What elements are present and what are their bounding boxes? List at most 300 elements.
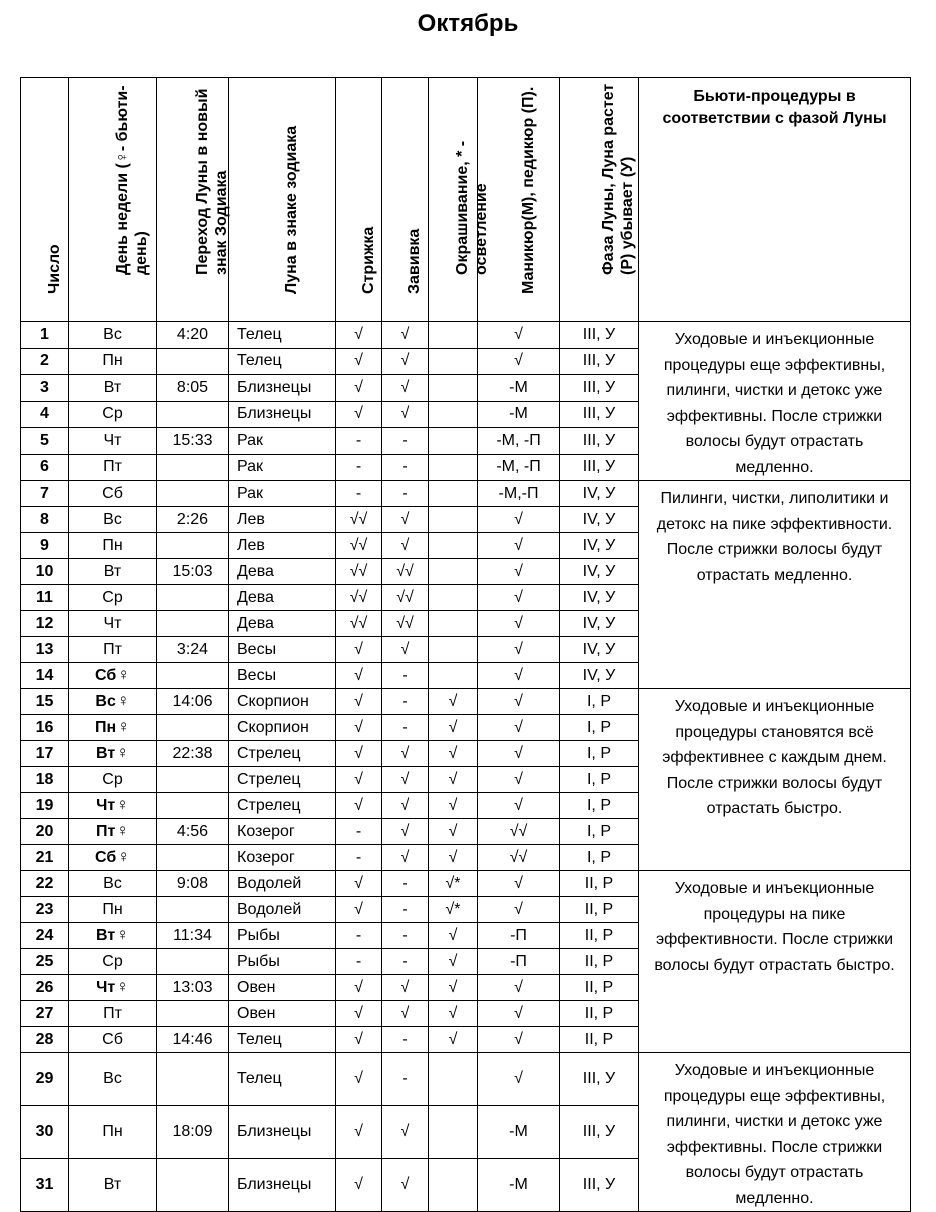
coloring-mark xyxy=(429,585,478,611)
perm-mark: - xyxy=(382,481,429,507)
weekday-cell xyxy=(69,611,157,637)
weekday-label: Вс xyxy=(103,874,122,892)
header-moon-transition: Переход Луны в новый знак Зодиака xyxy=(157,78,229,322)
moon-sign: Стрелец xyxy=(229,793,336,819)
beauty-procedures-note: Уходовые и инъекционные процедуры еще эффективны, пилинги, чистки и детокс уже эффективны. После стрижки волосы будут отрастать медленно. xyxy=(639,1053,911,1212)
weekday-cell xyxy=(69,793,157,819)
coloring-mark xyxy=(429,322,478,349)
weekday-label: Чт xyxy=(96,797,116,814)
table-row xyxy=(21,689,911,715)
header-day-number: Число xyxy=(21,78,69,322)
manicure-mark: √ xyxy=(478,322,560,349)
day-number: 9 xyxy=(21,533,69,559)
moon-transition-time: 4:20 xyxy=(157,322,229,349)
haircut-mark: √ xyxy=(336,767,382,793)
moon-sign: Близнецы xyxy=(229,375,336,402)
day-number: 1 xyxy=(21,322,69,349)
perm-mark: √√ xyxy=(382,559,429,585)
moon-sign: Козерог xyxy=(229,819,336,845)
manicure-mark: √ xyxy=(478,975,560,1001)
perm-mark: √ xyxy=(382,637,429,663)
day-number: 2 xyxy=(21,348,69,375)
weekday-cell xyxy=(69,1159,157,1212)
perm-mark: - xyxy=(382,949,429,975)
weekday-label: Вт xyxy=(96,745,116,762)
coloring-mark: √ xyxy=(429,949,478,975)
manicure-mark: √√ xyxy=(478,819,560,845)
weekday-label: Вт xyxy=(103,562,122,580)
coloring-mark xyxy=(429,481,478,507)
coloring-mark: √ xyxy=(429,845,478,871)
manicure-mark: √√ xyxy=(478,845,560,871)
moon-phase: IV, У xyxy=(560,481,639,507)
weekday-label: Вт xyxy=(96,927,116,944)
weekday-label: Сб xyxy=(95,667,117,684)
perm-mark: - xyxy=(382,428,429,455)
beauty-procedures-note: Пилинги, чистки, липолитики и детокс на пике эффективности. После стрижки волосы будут отрастать медленно. xyxy=(639,481,911,689)
moon-phase: I, Р xyxy=(560,767,639,793)
coloring-mark: √ xyxy=(429,715,478,741)
coloring-mark xyxy=(429,1106,478,1159)
weekday-cell xyxy=(69,401,157,428)
coloring-mark: √ xyxy=(429,1001,478,1027)
manicure-mark: √ xyxy=(478,637,560,663)
moon-transition-time xyxy=(157,793,229,819)
weekday-label: Ср xyxy=(102,770,123,788)
perm-mark: √ xyxy=(382,741,429,767)
manicure-mark: √ xyxy=(478,663,560,689)
page-title: Октябрь xyxy=(417,10,519,37)
coloring-mark: √ xyxy=(429,975,478,1001)
coloring-mark xyxy=(429,1053,478,1106)
day-number: 16 xyxy=(21,715,69,741)
perm-mark: √ xyxy=(382,1001,429,1027)
moon-transition-time xyxy=(157,845,229,871)
moon-sign: Близнецы xyxy=(229,401,336,428)
moon-phase: III, У xyxy=(560,322,639,349)
moon-transition-time xyxy=(157,533,229,559)
coloring-mark: √ xyxy=(429,741,478,767)
moon-phase: I, Р xyxy=(560,845,639,871)
moon-sign: Близнецы xyxy=(229,1106,336,1159)
day-number: 26 xyxy=(21,975,69,1001)
moon-sign: Дева xyxy=(229,611,336,637)
table-row xyxy=(21,322,911,349)
header-beauty-procedures: Бьюти-процедуры в соответствии с фазой Луны xyxy=(639,78,911,322)
haircut-mark: √ xyxy=(336,689,382,715)
header-moon-sign: Луна в знаке зодиака xyxy=(229,78,336,322)
moon-transition-time: 3:24 xyxy=(157,637,229,663)
day-number: 5 xyxy=(21,428,69,455)
venus-icon: ♀ xyxy=(117,717,130,736)
perm-mark: - xyxy=(382,663,429,689)
weekday-cell xyxy=(69,481,157,507)
header-haircut: Стрижка xyxy=(336,78,382,322)
moon-transition-time: 4:56 xyxy=(157,819,229,845)
moon-phase: IV, У xyxy=(560,637,639,663)
day-number: 23 xyxy=(21,897,69,923)
day-number: 31 xyxy=(21,1159,69,1212)
perm-mark: √ xyxy=(382,322,429,349)
moon-phase: I, Р xyxy=(560,715,639,741)
weekday-cell xyxy=(69,897,157,923)
manicure-mark: -М xyxy=(478,1159,560,1212)
manicure-mark: -М,-П xyxy=(478,481,560,507)
weekday-cell xyxy=(69,322,157,349)
coloring-mark: √* xyxy=(429,871,478,897)
moon-phase: III, У xyxy=(560,1053,639,1106)
weekday-label: Вс xyxy=(103,325,122,343)
haircut-mark: - xyxy=(336,454,382,481)
moon-sign: Рак xyxy=(229,428,336,455)
coloring-mark: √* xyxy=(429,897,478,923)
moon-transition-time: 8:05 xyxy=(157,375,229,402)
haircut-mark: √ xyxy=(336,375,382,402)
perm-mark: √ xyxy=(382,793,429,819)
perm-mark: - xyxy=(382,897,429,923)
moon-transition-time: 11:34 xyxy=(157,923,229,949)
day-number: 27 xyxy=(21,1001,69,1027)
moon-transition-time xyxy=(157,1053,229,1106)
perm-mark: √ xyxy=(382,975,429,1001)
day-number: 30 xyxy=(21,1106,69,1159)
moon-transition-time xyxy=(157,611,229,637)
moon-sign: Весы xyxy=(229,663,336,689)
haircut-mark: √√ xyxy=(336,585,382,611)
weekday-cell xyxy=(69,1027,157,1053)
day-number: 8 xyxy=(21,507,69,533)
beauty-procedures-note: Уходовые и инъекционные процедуры еще эффективны, пилинги, чистки и детокс уже эффективны. После стрижки волосы будут отрастать медленно. xyxy=(639,322,911,481)
moon-sign: Близнецы xyxy=(229,1159,336,1212)
perm-mark: - xyxy=(382,871,429,897)
day-number: 18 xyxy=(21,767,69,793)
moon-phase: III, У xyxy=(560,1159,639,1212)
manicure-mark: √ xyxy=(478,871,560,897)
beauty-procedures-note: Уходовые и инъекционные процедуры становятся всё эффективнее с каждым днем. После стрижки волосы будут отрастать быстро. xyxy=(639,689,911,871)
moon-sign: Телец xyxy=(229,1027,336,1053)
coloring-mark xyxy=(429,663,478,689)
header-weekday: День недели (♀- бьюти-день) xyxy=(69,78,157,322)
moon-transition-time xyxy=(157,481,229,507)
moon-phase: IV, У xyxy=(560,611,639,637)
haircut-mark: √ xyxy=(336,322,382,349)
coloring-mark xyxy=(429,454,478,481)
table-header-row xyxy=(21,78,911,322)
moon-transition-time: 15:33 xyxy=(157,428,229,455)
perm-mark: √ xyxy=(382,375,429,402)
weekday-label: Сб xyxy=(95,849,117,866)
coloring-mark: √ xyxy=(429,689,478,715)
table-row xyxy=(21,1053,911,1106)
moon-transition-time xyxy=(157,585,229,611)
weekday-cell xyxy=(69,689,157,715)
venus-icon: ♀ xyxy=(116,977,129,996)
coloring-mark xyxy=(429,1159,478,1212)
day-number: 24 xyxy=(21,923,69,949)
haircut-mark: - xyxy=(336,949,382,975)
haircut-mark: √ xyxy=(336,663,382,689)
venus-icon: ♀ xyxy=(116,743,129,762)
day-number: 4 xyxy=(21,401,69,428)
manicure-mark: -П xyxy=(478,923,560,949)
manicure-mark: √ xyxy=(478,507,560,533)
weekday-cell xyxy=(69,375,157,402)
haircut-mark: - xyxy=(336,428,382,455)
day-number: 28 xyxy=(21,1027,69,1053)
header-moon-phase: Фаза Луны, Луна растет (Р) убывает (У) xyxy=(560,78,639,322)
day-number: 12 xyxy=(21,611,69,637)
perm-mark: - xyxy=(382,715,429,741)
haircut-mark: - xyxy=(336,845,382,871)
haircut-mark: √ xyxy=(336,871,382,897)
moon-transition-time xyxy=(157,454,229,481)
moon-transition-time: 22:38 xyxy=(157,741,229,767)
day-number: 21 xyxy=(21,845,69,871)
perm-mark: √ xyxy=(382,533,429,559)
weekday-label: Пт xyxy=(103,458,122,476)
weekday-cell xyxy=(69,845,157,871)
header-manicure: Маникюр(М), педикюр (П). xyxy=(478,78,560,322)
weekday-cell xyxy=(69,871,157,897)
haircut-mark: √ xyxy=(336,1159,382,1212)
manicure-mark: √ xyxy=(478,793,560,819)
moon-phase: II, Р xyxy=(560,1027,639,1053)
moon-transition-time: 14:06 xyxy=(157,689,229,715)
weekday-cell xyxy=(69,715,157,741)
weekday-label: Чт xyxy=(103,431,122,449)
coloring-mark: √ xyxy=(429,923,478,949)
moon-sign: Дева xyxy=(229,559,336,585)
moon-phase: II, Р xyxy=(560,1001,639,1027)
venus-icon: ♀ xyxy=(116,691,130,710)
day-number: 10 xyxy=(21,559,69,585)
weekday-cell xyxy=(69,949,157,975)
day-number: 7 xyxy=(21,481,69,507)
manicure-mark: -М xyxy=(478,375,560,402)
coloring-mark xyxy=(429,559,478,585)
weekday-cell xyxy=(69,507,157,533)
manicure-mark: √ xyxy=(478,559,560,585)
moon-transition-time xyxy=(157,1159,229,1212)
venus-icon: ♀ xyxy=(116,795,129,814)
moon-transition-time: 2:26 xyxy=(157,507,229,533)
weekday-label: Вт xyxy=(103,378,122,396)
moon-transition-time xyxy=(157,663,229,689)
moon-sign: Овен xyxy=(229,975,336,1001)
venus-icon: ♀ xyxy=(116,821,130,840)
manicure-mark: √ xyxy=(478,1001,560,1027)
manicure-mark: -М xyxy=(478,401,560,428)
day-number: 25 xyxy=(21,949,69,975)
moon-phase: III, У xyxy=(560,1106,639,1159)
perm-mark: √√ xyxy=(382,611,429,637)
perm-mark: - xyxy=(382,689,429,715)
moon-phase: IV, У xyxy=(560,507,639,533)
weekday-cell xyxy=(69,767,157,793)
moon-sign: Рыбы xyxy=(229,949,336,975)
coloring-mark: √ xyxy=(429,819,478,845)
weekday-cell xyxy=(69,1001,157,1027)
coloring-mark: √ xyxy=(429,1027,478,1053)
haircut-mark: √ xyxy=(336,715,382,741)
weekday-label: Пт xyxy=(103,1004,122,1022)
weekday-label: Пн xyxy=(102,352,123,370)
haircut-mark: √ xyxy=(336,637,382,663)
coloring-mark xyxy=(429,533,478,559)
perm-mark: √ xyxy=(382,507,429,533)
day-number: 29 xyxy=(21,1053,69,1106)
manicure-mark: -М, -П xyxy=(478,454,560,481)
haircut-mark: √ xyxy=(336,1106,382,1159)
moon-phase: II, Р xyxy=(560,923,639,949)
moon-sign: Телец xyxy=(229,322,336,349)
weekday-label: Вт xyxy=(103,1176,122,1193)
moon-sign: Лев xyxy=(229,533,336,559)
moon-sign: Весы xyxy=(229,637,336,663)
weekday-label: Чт xyxy=(96,979,116,996)
weekday-cell xyxy=(69,454,157,481)
venus-icon: ♀ xyxy=(117,847,130,866)
weekday-label: Ср xyxy=(102,952,123,970)
moon-sign: Стрелец xyxy=(229,767,336,793)
manicure-mark: √ xyxy=(478,1053,560,1106)
moon-phase: I, Р xyxy=(560,741,639,767)
weekday-cell xyxy=(69,1053,157,1106)
weekday-cell xyxy=(69,533,157,559)
day-number: 22 xyxy=(21,871,69,897)
weekday-cell xyxy=(69,819,157,845)
moon-sign: Телец xyxy=(229,348,336,375)
perm-mark: √ xyxy=(382,1159,429,1212)
moon-sign: Скорпион xyxy=(229,689,336,715)
beauty-procedures-note: Уходовые и инъекционные процедуры на пике эффективности. После стрижки волосы будут отрастать быстро. xyxy=(639,871,911,1053)
weekday-cell xyxy=(69,428,157,455)
weekday-cell xyxy=(69,348,157,375)
weekday-label: Пн xyxy=(102,536,123,554)
moon-sign: Водолей xyxy=(229,897,336,923)
manicure-mark: √ xyxy=(478,715,560,741)
haircut-mark: - xyxy=(336,819,382,845)
moon-calendar-table xyxy=(20,77,911,1212)
haircut-mark: √ xyxy=(336,741,382,767)
weekday-label: Пн xyxy=(102,900,123,918)
moon-transition-time xyxy=(157,897,229,923)
weekday-label: Пт xyxy=(103,640,122,658)
moon-transition-time xyxy=(157,1001,229,1027)
moon-transition-time: 13:03 xyxy=(157,975,229,1001)
weekday-cell xyxy=(69,923,157,949)
day-number: 3 xyxy=(21,375,69,402)
manicure-mark: √ xyxy=(478,741,560,767)
weekday-cell xyxy=(69,975,157,1001)
coloring-mark: √ xyxy=(429,767,478,793)
day-number: 15 xyxy=(21,689,69,715)
moon-phase: III, У xyxy=(560,401,639,428)
coloring-mark xyxy=(429,375,478,402)
moon-transition-time: 15:03 xyxy=(157,559,229,585)
perm-mark: - xyxy=(382,923,429,949)
coloring-mark xyxy=(429,428,478,455)
moon-phase: I, Р xyxy=(560,793,639,819)
moon-transition-time xyxy=(157,767,229,793)
table-body xyxy=(21,322,911,1212)
day-number: 20 xyxy=(21,819,69,845)
moon-sign: Стрелец xyxy=(229,741,336,767)
moon-sign: Скорпион xyxy=(229,715,336,741)
haircut-mark: √√ xyxy=(336,559,382,585)
weekday-label: Пн xyxy=(102,1123,123,1140)
perm-mark: - xyxy=(382,1053,429,1106)
weekday-label: Вс xyxy=(95,693,116,710)
moon-phase: IV, У xyxy=(560,585,639,611)
perm-mark: √ xyxy=(382,348,429,375)
manicure-mark: √ xyxy=(478,611,560,637)
haircut-mark: √√ xyxy=(336,507,382,533)
moon-phase: IV, У xyxy=(560,559,639,585)
coloring-mark xyxy=(429,348,478,375)
header-perm: Завивка xyxy=(382,78,429,322)
weekday-label: Вс xyxy=(103,510,122,528)
manicure-mark: -М xyxy=(478,1106,560,1159)
weekday-label: Ср xyxy=(102,588,123,606)
moon-phase: II, Р xyxy=(560,871,639,897)
header-coloring: Окрашивание, * - осветление xyxy=(429,78,478,322)
day-number: 11 xyxy=(21,585,69,611)
moon-transition-time: 9:08 xyxy=(157,871,229,897)
moon-transition-time xyxy=(157,715,229,741)
day-number: 17 xyxy=(21,741,69,767)
venus-icon: ♀ xyxy=(116,925,129,944)
manicure-mark: √ xyxy=(478,897,560,923)
haircut-mark: √ xyxy=(336,1027,382,1053)
day-number: 6 xyxy=(21,454,69,481)
manicure-mark: √ xyxy=(478,1027,560,1053)
day-number: 14 xyxy=(21,663,69,689)
moon-sign: Рак xyxy=(229,454,336,481)
moon-phase: II, Р xyxy=(560,897,639,923)
moon-sign: Овен xyxy=(229,1001,336,1027)
haircut-mark: √ xyxy=(336,348,382,375)
coloring-mark xyxy=(429,611,478,637)
moon-transition-time xyxy=(157,949,229,975)
coloring-mark xyxy=(429,637,478,663)
moon-phase: II, Р xyxy=(560,975,639,1001)
moon-phase: I, Р xyxy=(560,819,639,845)
haircut-mark: √ xyxy=(336,1053,382,1106)
moon-phase: III, У xyxy=(560,348,639,375)
moon-phase: IV, У xyxy=(560,533,639,559)
coloring-mark xyxy=(429,401,478,428)
haircut-mark: √ xyxy=(336,897,382,923)
weekday-label: Ср xyxy=(102,405,123,423)
moon-phase: III, У xyxy=(560,454,639,481)
haircut-mark: √ xyxy=(336,1001,382,1027)
moon-transition-time xyxy=(157,401,229,428)
moon-sign: Водолей xyxy=(229,871,336,897)
haircut-mark: √√ xyxy=(336,611,382,637)
moon-sign: Козерог xyxy=(229,845,336,871)
venus-icon: ♀ xyxy=(117,665,130,684)
haircut-mark: - xyxy=(336,481,382,507)
manicure-mark: -П xyxy=(478,949,560,975)
perm-mark: √ xyxy=(382,401,429,428)
table-row xyxy=(21,481,911,507)
day-number: 13 xyxy=(21,637,69,663)
moon-phase: IV, У xyxy=(560,663,639,689)
manicure-mark: √ xyxy=(478,689,560,715)
perm-mark: √ xyxy=(382,845,429,871)
weekday-cell xyxy=(69,1106,157,1159)
